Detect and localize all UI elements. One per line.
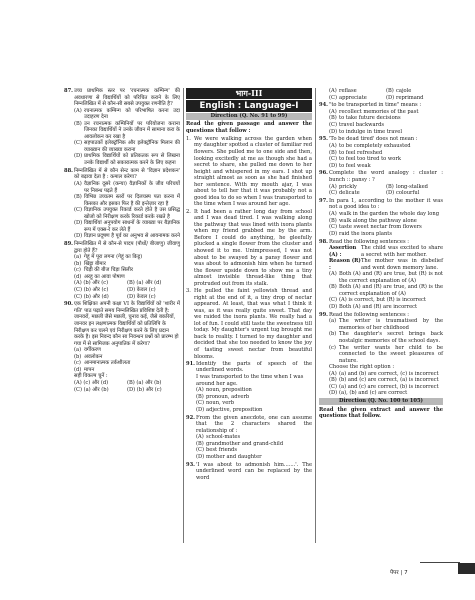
option-label: (D) (329, 128, 338, 135)
option (64, 220, 180, 233)
option-label: (B) (74, 194, 82, 201)
question (319, 102, 443, 135)
option-label: (A) (196, 434, 204, 441)
option (64, 121, 180, 141)
option-label: (D) (329, 230, 338, 237)
option-text: to indulge in time travel (339, 128, 402, 135)
question (64, 241, 180, 300)
option-label: (C) (74, 207, 82, 214)
question-number: 92. (186, 414, 195, 421)
question-text: निम्नलिखित में से कौन-से पादप (पौधों/ बीजाणु) जीवाणु द्वारा होते हैं? (74, 241, 180, 254)
ar-label: Assertion (A) : (329, 245, 357, 258)
option-label: (b) (74, 260, 82, 267)
option-label: (B) (329, 149, 337, 156)
option-text: Both (A) and (R) are true, but (R) is not the correct explanation of (A) (339, 271, 443, 284)
question (64, 88, 180, 167)
ar-text: The mother was in disbelief and went down memory lane. (361, 258, 443, 271)
option (319, 390, 443, 397)
ar-label: Reason (R) : (329, 258, 361, 271)
option-text: travel backwards (339, 122, 385, 129)
option-text: रचनात्मक कम्पिन्ग को परिभाषित करना उदा उदाहरण देना (84, 107, 180, 121)
question-number: 93. (186, 461, 195, 468)
option-label: (c) (74, 360, 81, 367)
option-text: मापन (84, 366, 95, 373)
section-heading: भाग-III (186, 88, 312, 99)
option (319, 345, 443, 365)
option-text: अरहू का आवा पोषाण (84, 273, 125, 280)
option-label: (d) (74, 366, 82, 373)
option-label: (A) (329, 142, 337, 149)
option-text: वैज्ञानिक दूसरे (कन्या) वैज्ञानिकों के जीव परिचयों पर निबन्ध पढ़ते हैं (84, 180, 180, 194)
option (74, 294, 127, 301)
option-label: (C) (329, 94, 337, 101)
option-text: सहपाठकों इलेक्ट्रॉनिक और इलेक्ट्रॉनिक मिलान की व्याख्यान की व्याख्या कराना (84, 140, 180, 153)
option-label: (A) (74, 107, 82, 114)
option-text: adjective, preposition (206, 406, 263, 413)
column-left (64, 88, 180, 394)
option-text: (A) is correct, but (R) is incorrect (339, 297, 426, 304)
option-text: (a), (b) and (c) are correct (339, 390, 408, 397)
option-text: विज्ञान प्रदूषण है पूर्व का अनुभव से आयनामक करने (84, 233, 180, 240)
direction-banner: Direction (Q. No. 91 to 99) (186, 113, 312, 120)
question (64, 301, 180, 393)
option-text: (D) केवल (c) (127, 287, 156, 293)
option (127, 294, 180, 301)
option-text: विभिन्न उच्चतम स्तरों पर दिलचस्प पता करना में किसका और इसका फिर है की इन्तेज़ार रहा है (84, 194, 180, 207)
option-label: (D) (386, 94, 395, 101)
option-label: (B) (196, 393, 204, 400)
option-row (64, 294, 180, 301)
passage-paragraph (186, 136, 312, 208)
option-text: mother and daughter (206, 453, 262, 460)
option-row (319, 95, 443, 102)
passage-intro: Read the given passage and answer the questions that follow : (186, 121, 312, 134)
passage-paragraph (186, 209, 312, 288)
option-label: (B) (386, 88, 394, 94)
assertion-reason (319, 258, 443, 271)
option (64, 153, 180, 166)
option-label: (B) (386, 183, 394, 190)
option (329, 190, 386, 197)
option-text: खिट्टा बीमार (84, 260, 106, 267)
option (127, 387, 180, 394)
paragraph-text: He pulled the faint yellowish thread and right at the end of it, a tiny drop of nectar appeared. At least, that was what I think it was, as it was really quite sweet. That day we raided the ixora plants. We really had a lot of fun. I could still taste the sweetness till today. My daughter's urgent tug brought me back to reality. I turned to my daughter and decided that she too needed to know the joy of tasting sweet nectar from beautiful blooms. (194, 288, 312, 360)
option-text: प्राथमिक विद्यार्थियों को प्रतिकतक रूप से लिखना उनके विद्यार्थी को सकारात्मक करने के लिए कहना (84, 153, 180, 167)
option-label: (B) (329, 115, 337, 122)
option-text: The writer wants her child to be connected to the sweet pleasures of nature. (339, 344, 443, 364)
option-text: taste sweet nectar from flowers (339, 224, 422, 231)
option-text: विज्ञानिक उपयुक्त रिकार्ड करते होते है उस प्रसिद्ध खोजो को निरीक्षण करके रिकार्ड करके रखते है (84, 207, 180, 220)
option (319, 284, 443, 297)
option-text: noun, preposition (206, 387, 252, 394)
column-divider (183, 88, 184, 543)
option-text: grandmother and grand-child (206, 440, 284, 447)
option-label: (C) (329, 297, 337, 304)
question-text: 'To be dead tired' does not mean : (329, 136, 418, 143)
option-text: cajole (396, 88, 412, 94)
option-label: (A) (329, 183, 337, 190)
question-number: 99. (319, 311, 328, 318)
option-text: The writer is traumatised by the memories of her childhood (339, 318, 443, 331)
option-label: (A) (329, 271, 337, 278)
paragraph-number: 1. (186, 135, 191, 142)
option (64, 140, 180, 153)
paragraph-number: 3. (186, 288, 191, 295)
paragraph-number: 2. (186, 208, 191, 215)
option-label: (B) (74, 120, 82, 127)
question-stem (319, 198, 443, 211)
ar-text: The child was excited to share a secret with her mother. (361, 245, 443, 258)
option (64, 181, 180, 194)
option-text: to take future decisions (339, 115, 401, 122)
option-label: (B) (196, 440, 204, 447)
option-text: (A) (c) और (d) (74, 379, 109, 386)
option-label: (c) (74, 267, 81, 274)
question (319, 170, 443, 196)
option-label: (C) (329, 156, 337, 163)
question (319, 312, 443, 397)
paragraph-text: We were walking across the garden when my daughter spotted a cluster of familiar red flowers. She pulled me to one side and then, looking excitedly at me as though she had a secret to share, she pulled me down to her height and whispered in my ears. I shot up straight almost as soon as she had finished her sentence. With my mouth ajar, I was about to tell her that it was probably not a good idea to do so when I was transported to the time when I was around her age. (194, 135, 312, 208)
option (64, 207, 180, 220)
option-label: (b) (74, 353, 82, 360)
option (319, 163, 443, 170)
extract-intro: Read the given extract and answer the questions that follow. (319, 406, 443, 420)
option-label: (C) (329, 224, 337, 231)
option-label: (D) (196, 406, 205, 413)
option (319, 129, 443, 136)
option-text: उन रचनात्मक कम्पिनियों पर परियोजना कराना जिनका विद्यार्थियों ने उनके जीवन में सामाना करा के आवलोकन कर रखा है (84, 120, 180, 140)
language-heading: English : Language-I (186, 100, 312, 112)
question-quote: I was transported to the time when I was around her age. (196, 373, 304, 387)
question (319, 239, 443, 311)
question-text: "to be transported in time" means : (329, 102, 422, 109)
question-extra: जानवरों, मछली जैसे मछली, चुनाव कई, जैसे बकरियों, जानवर इन लक्षणात्मक विद्यार्थियों को प्रतिलिपि के निरीक्षण कर चलने एवं निरीक्षण करने के लिए प्रदान करके है। इस निवन्द कौन सा निवन्धन प्रश्नों को प्रारम्भ हो गया में से सामिजक अनुपातिक में करेगा? (74, 314, 179, 347)
question (186, 361, 312, 413)
option-text: (C) (b) और (d) (74, 293, 109, 300)
option (319, 304, 443, 311)
option-text: Both (A) and (R) are incorrect (339, 303, 418, 310)
question-text: In para 1, according to the mother it was not a good idea to : (329, 197, 443, 211)
question-instruction: सही विकल्प चुनें : (74, 373, 108, 380)
question-text: उच्च प्राथमिक स्तर पर 'रचनात्मक कम्पिन्ग' की अवधारणा से विद्यार्थियों को परिचित कराने के लिए निम्नलिखित में से कौन-सी सबसे उपयुक्त रणनीति है? (74, 88, 180, 108)
option-label: (b) (329, 331, 337, 338)
assertion-reason (319, 245, 443, 258)
question-number: 87. (64, 88, 73, 94)
column-middle (186, 88, 312, 483)
option (319, 331, 443, 344)
option-text: (B) (a) और (b) (127, 379, 162, 386)
option-label: (c) (329, 344, 336, 351)
option-label: (A) (74, 180, 82, 187)
question-stem (319, 170, 443, 183)
option-label: (A) (196, 387, 204, 394)
question (64, 168, 180, 240)
option (64, 108, 180, 121)
question-number: 91. (186, 360, 195, 367)
question-number: 90. (64, 301, 73, 308)
option-label: (d) (74, 273, 82, 280)
option-text: (C) (a) और (b) (74, 386, 109, 393)
question-stem (186, 361, 312, 374)
option (64, 233, 180, 240)
option-text: pronoun, adverb (206, 393, 250, 400)
option-text: best friends (206, 447, 237, 454)
option-label: (D) (196, 453, 205, 460)
option-text: (D) (b) और (c) (127, 386, 162, 393)
question-stem (64, 301, 180, 314)
option-text: Both (A) and (R) are true, and (R) is the correct explanation of (A) (339, 284, 443, 297)
option (319, 318, 443, 331)
question-text: Complete the word analogy : cluster : bunch :: pansy : ? (329, 170, 443, 183)
option-text: वर्गीकरण (84, 347, 101, 354)
question-continued-options (319, 88, 443, 101)
option-text: (a) and (b) are correct, (c) is incorrect (339, 370, 439, 377)
option-text: walk along the pathway alone (339, 217, 417, 224)
question-number: 96. (319, 170, 328, 177)
option-text: (a) and (c) are correct, (b) is incorrect (339, 383, 439, 390)
option-label: (D) (74, 233, 83, 240)
option-label: (A) (329, 88, 337, 94)
option (186, 454, 312, 461)
question-stem (64, 168, 180, 181)
question-text: Identify the parts of speech of the underlined words. (196, 360, 312, 374)
column-right (319, 88, 443, 421)
passage-paragraph (186, 288, 312, 360)
option-label: (D) (74, 153, 83, 160)
question-stem (186, 462, 312, 482)
option-text: reflase (339, 88, 357, 94)
page-footer: पेपर | 7 (390, 570, 408, 576)
question-number: 88. (64, 167, 73, 174)
option (329, 95, 386, 102)
option-label: (A) (329, 108, 337, 115)
option-text: (C) (b) और (c) (74, 287, 109, 293)
option-text: (A) (b) और (c) (74, 280, 109, 287)
option-text: (D) केवल (c) (127, 293, 156, 300)
option-text: चिड़ी की बीज चिड़ा सिलीर (84, 267, 133, 274)
option-label: (D) (386, 190, 395, 197)
option-text: to feel too tired to work (339, 156, 401, 163)
option-text: colourful (396, 190, 420, 197)
option-label: (B) (329, 377, 337, 384)
question-stem (64, 88, 180, 108)
question (319, 198, 443, 237)
option-label: (C) (329, 190, 337, 197)
column-divider (315, 88, 316, 543)
question-number: 89. (64, 241, 73, 248)
option (319, 271, 443, 284)
question (186, 415, 312, 461)
option-text: The daughter's secret brings back nostalgic memories of the school days. (339, 331, 443, 345)
option-text: long-stalked (396, 183, 428, 190)
question (186, 462, 312, 482)
question (319, 136, 443, 169)
question-instruction: Choose the right option : (329, 364, 395, 371)
footer-bar (458, 563, 475, 574)
question-stem (186, 415, 312, 435)
option-text: to feel refreshed (339, 149, 383, 156)
option-text: noun, verb (206, 400, 234, 407)
question-stem (64, 241, 180, 254)
option-label: (a) (74, 254, 82, 261)
question-text: Read the following sentences : (329, 311, 409, 318)
option (386, 190, 443, 197)
option-row (319, 190, 443, 197)
option-label: (B) (329, 217, 337, 224)
footer-rule (420, 562, 460, 563)
option-text: delicate (339, 190, 360, 197)
option-label: (C) (74, 140, 82, 147)
option-text: विद्यार्थियां अनुपयोग साधनों के व्याख्या पर बैज्ञानिक रूप में एक्स-रे कर लेते हैं (84, 220, 180, 233)
option-text: walk in the garden the whole day long (339, 211, 440, 218)
option (319, 231, 443, 238)
question-number: 95. (319, 136, 328, 143)
option-label: (B) (329, 284, 337, 291)
direction-banner: Direction (Q. No. 100 to 105) (319, 398, 443, 405)
option-text: school-mates (206, 434, 241, 441)
option-label: (a) (74, 347, 82, 354)
question-text: From the given anecdote, one can assume that the 2 characters shared the relationship of : (196, 414, 312, 434)
option-text: आनमानात्मक तर्कशीलता (84, 360, 131, 367)
option-label: (C) (196, 447, 204, 454)
option-text: recollect memories of the past (339, 108, 419, 115)
question-text: Read the following sentences : (329, 238, 409, 245)
option-text: prickly (339, 183, 357, 190)
question-number: 98. (319, 238, 328, 245)
option-text: अवलोकन (84, 353, 103, 360)
option-text: raid the ixora plants (339, 230, 392, 237)
question-number: 97. (319, 197, 328, 204)
option-text: गेहूं में पूरा लगना (गेहूं का किट्ट) (84, 254, 143, 261)
option-label: (A) (329, 211, 337, 218)
option-text: (B) (a) और (d) (127, 280, 162, 287)
option (74, 387, 127, 394)
option (64, 194, 180, 207)
question-text: एक शिक्षिका अपनी कक्षा VI के विद्यार्थियों को 'शारीर में गति' पाठ पढ़ाते समय निम्नलिखित प्रविशिष्ट देती है: (74, 301, 180, 314)
option (186, 407, 312, 414)
option-text: to be completely exhausted (339, 142, 411, 149)
option-row (64, 387, 180, 394)
option-label: (D) (329, 303, 338, 310)
question-text: निम्नलिखित में से कौन सेन्ट काम से 'विज्ञान प्रदेशकन' को बढ़ावा देता है : कमाल करेगा? (74, 167, 180, 181)
option-label: (C) (329, 122, 337, 129)
option-label: (C) (196, 400, 204, 407)
option-label: (D) (329, 162, 338, 169)
option-text: appreciate (339, 94, 367, 101)
option (386, 95, 443, 102)
option-label: (A) (329, 370, 337, 377)
question-text: 'I was about to admonish him.......'. The underlined word can be replaced by the word (196, 461, 312, 481)
question-number: 94. (319, 102, 328, 109)
option-text: (b) and (c) are correct, (a) is incorrect (339, 377, 439, 384)
option-label: (C) (329, 383, 337, 390)
paragraph-text: It had been a rather long day from school and I was dead tired. I was walking along the pathway that was lined with ixora plants when my friend grabbed me by the arm. Before I could do anything, he gleefully plucked a single flower from the cluster and showed it to me. Unimpressed, I was not about to be swayed by a pansy flower and was about to admonish him when he turned the flower upside down to show me a tiny almost invisible thread-like thing that protruded out from its stalk. (194, 208, 312, 287)
option-label: (D) (74, 220, 83, 227)
option-text: to feel weak (339, 162, 371, 169)
option-label: (a) (329, 318, 337, 325)
option-text: reprimand (396, 94, 424, 101)
option-label: (D) (329, 390, 338, 397)
